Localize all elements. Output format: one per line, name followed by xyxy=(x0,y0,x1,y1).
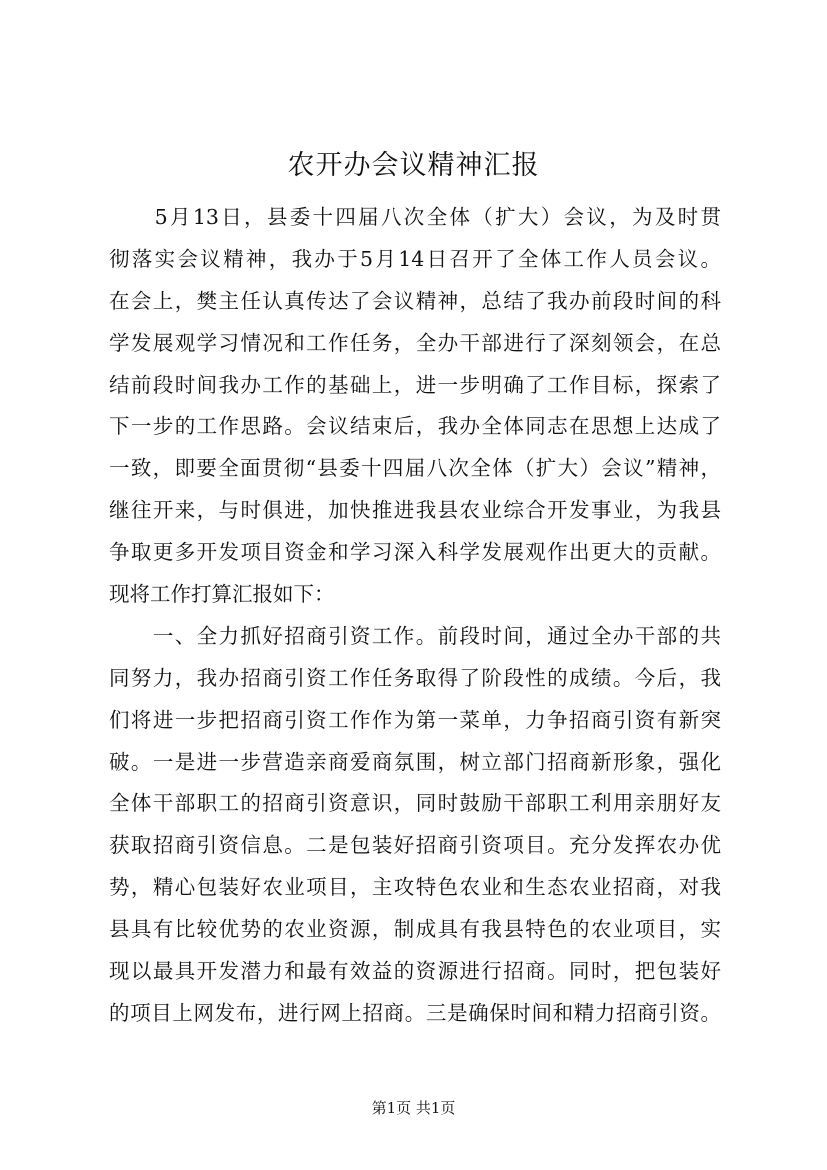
body-line: 5月13日，县委十四届八次全体（扩大）会议，为及时贯 xyxy=(109,205,721,229)
body-line: 一、全力抓好招商引资工作。前段时间，通过全办干部的共 xyxy=(109,623,721,648)
body-line: 全体干部职工的招商引资意识，同时鼓励干部职工利用亲朋好友 xyxy=(109,791,721,816)
body-line: 彻落实会议精神，我办于5月14日召开了全体工作人员会议。 xyxy=(109,246,721,271)
body-line: 争取更多开发项目资金和学习深入科学发展观作出更大的贡献。 xyxy=(109,540,721,565)
body-line: 获取招商引资信息。二是包装好招商引资项目。充分发挥农办优 xyxy=(109,833,721,858)
body-line: 县具有比较优势的农业资源，制成具有我县特色的农业项目，实 xyxy=(109,917,721,942)
body-line: 下一步的工作思路。会议结束后，我办全体同志在思想上达成了 xyxy=(109,414,721,439)
page-number: 第1页 共1页 xyxy=(371,1099,456,1117)
body-line: 势，精心包装好农业项目，主攻特色农业和生态农业招商，对我 xyxy=(109,875,721,900)
body-line: 结前段时间我办工作的基础上，进一步明确了工作目标，探索了 xyxy=(109,372,721,397)
body-line: 在会上，樊主任认真传达了会议精神，总结了我办前段时间的科 xyxy=(109,288,721,313)
body-line: 现将工作打算汇报如下： xyxy=(109,582,335,607)
body-line: 破。一是进一步营造亲商爱商氛围，树立部门招商新形象，强化 xyxy=(109,749,721,774)
body-line: 们将进一步把招商引资工作作为第一菜单，力争招商引资有新突 xyxy=(109,707,721,732)
body-line: 现以最具开发潜力和最有效益的资源进行招商。同时，把包装好 xyxy=(109,959,721,984)
document-title: 农开办会议精神汇报 xyxy=(287,150,540,181)
body-line: 继往开来，与时俱进，加快推进我县农业综合开发事业，为我县 xyxy=(109,498,721,523)
body-line: 学发展观学习情况和工作任务，全办干部进行了深刻领会，在总 xyxy=(109,330,721,355)
body-line: 的项目上网发布，进行网上招商。三是确保时间和精力招商引资。 xyxy=(109,1000,721,1025)
body-line: 同努力，我办招商引资工作任务取得了阶段性的成绩。今后，我 xyxy=(109,665,721,690)
document-body xyxy=(109,197,721,1035)
body-line: 一致，即要全面贯彻“县委十四届八次全体（扩大）会议”精神， xyxy=(109,456,721,481)
